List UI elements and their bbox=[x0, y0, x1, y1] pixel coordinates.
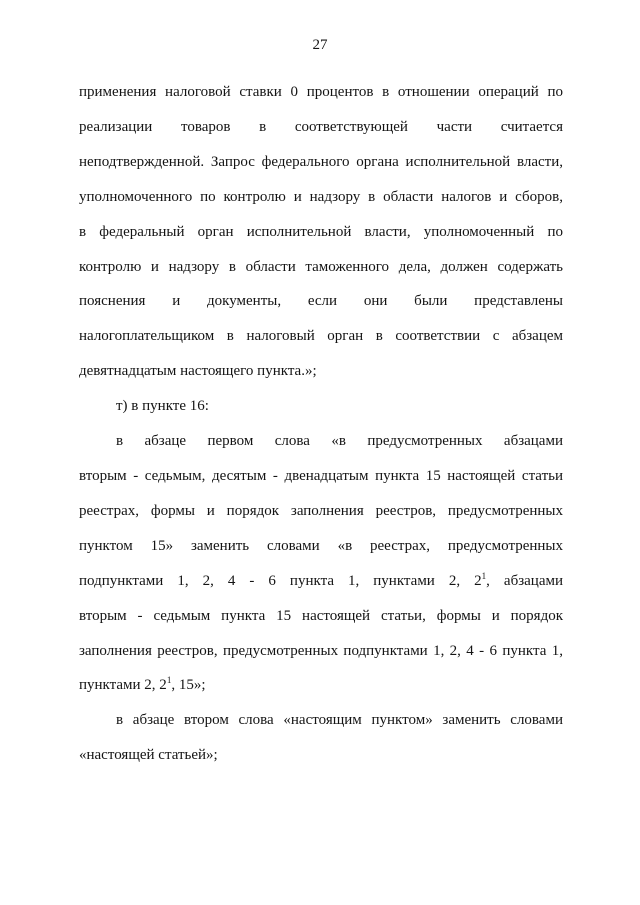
paragraph-3 bbox=[79, 424, 563, 703]
superscript: 1 bbox=[481, 570, 487, 581]
text-run: пунктами 2, 2 bbox=[79, 677, 167, 694]
paragraph-1 bbox=[79, 75, 563, 389]
text-line: реализации товаров в соответствующей части считается bbox=[79, 118, 563, 135]
text-line bbox=[79, 668, 563, 703]
text-run: , абзацами bbox=[486, 572, 563, 589]
text-line: реестрах, формы и порядок заполнения реестров, предусмотренных bbox=[79, 502, 563, 519]
text-line: девятнадцатым настоящего пункта.»; bbox=[79, 363, 317, 380]
text-line bbox=[79, 564, 563, 599]
text-line: в абзаце первом слова «в предусмотренных абзацами bbox=[116, 433, 563, 450]
page-number: 27 bbox=[312, 37, 328, 53]
paragraph-4 bbox=[79, 703, 563, 773]
text-line: уполномоченного по контролю и надзору в области налогов и сборов, bbox=[79, 188, 563, 205]
text-line: налогоплательщиком в налоговый орган в соответствии с абзацем bbox=[79, 328, 563, 345]
superscript: 1 bbox=[166, 675, 172, 686]
text-line: контролю и надзору в области таможенного дела, должен содержать bbox=[79, 258, 563, 275]
text-line: «настоящей статьей»; bbox=[79, 747, 218, 764]
text-line: пояснения и документы, если они были представлены bbox=[79, 293, 563, 310]
text-line: вторым - седьмым, десятым - двенадцатым пункта 15 настоящей статьи bbox=[79, 467, 563, 484]
text-run: , 15»; bbox=[171, 677, 206, 694]
text-line: пунктом 15» заменить словами «в реестрах, предусмотренных bbox=[79, 537, 563, 554]
paragraph-2: т) в пункте 16: bbox=[116, 398, 209, 415]
text-line: в федеральный орган исполнительной власти, уполномоченный по bbox=[79, 223, 563, 240]
text-line: вторым - седьмым пункта 15 настоящей статьи, формы и порядок bbox=[79, 607, 563, 624]
document-body bbox=[79, 75, 563, 773]
text-run: подпунктами 1, 2, 4 - 6 пункта 1, пунктами 2, 2 bbox=[79, 572, 482, 589]
text-line: в абзаце втором слова «настоящим пунктом» заменить словами bbox=[116, 712, 563, 729]
text-line: применения налоговой ставки 0 процентов в отношении операций по bbox=[79, 84, 563, 100]
text-line: заполнения реестров, предусмотренных подпунктами 1, 2, 4 - 6 пункта 1, bbox=[79, 642, 563, 659]
text-line: неподтвержденной. Запрос федерального органа исполнительной власти, bbox=[79, 153, 563, 170]
